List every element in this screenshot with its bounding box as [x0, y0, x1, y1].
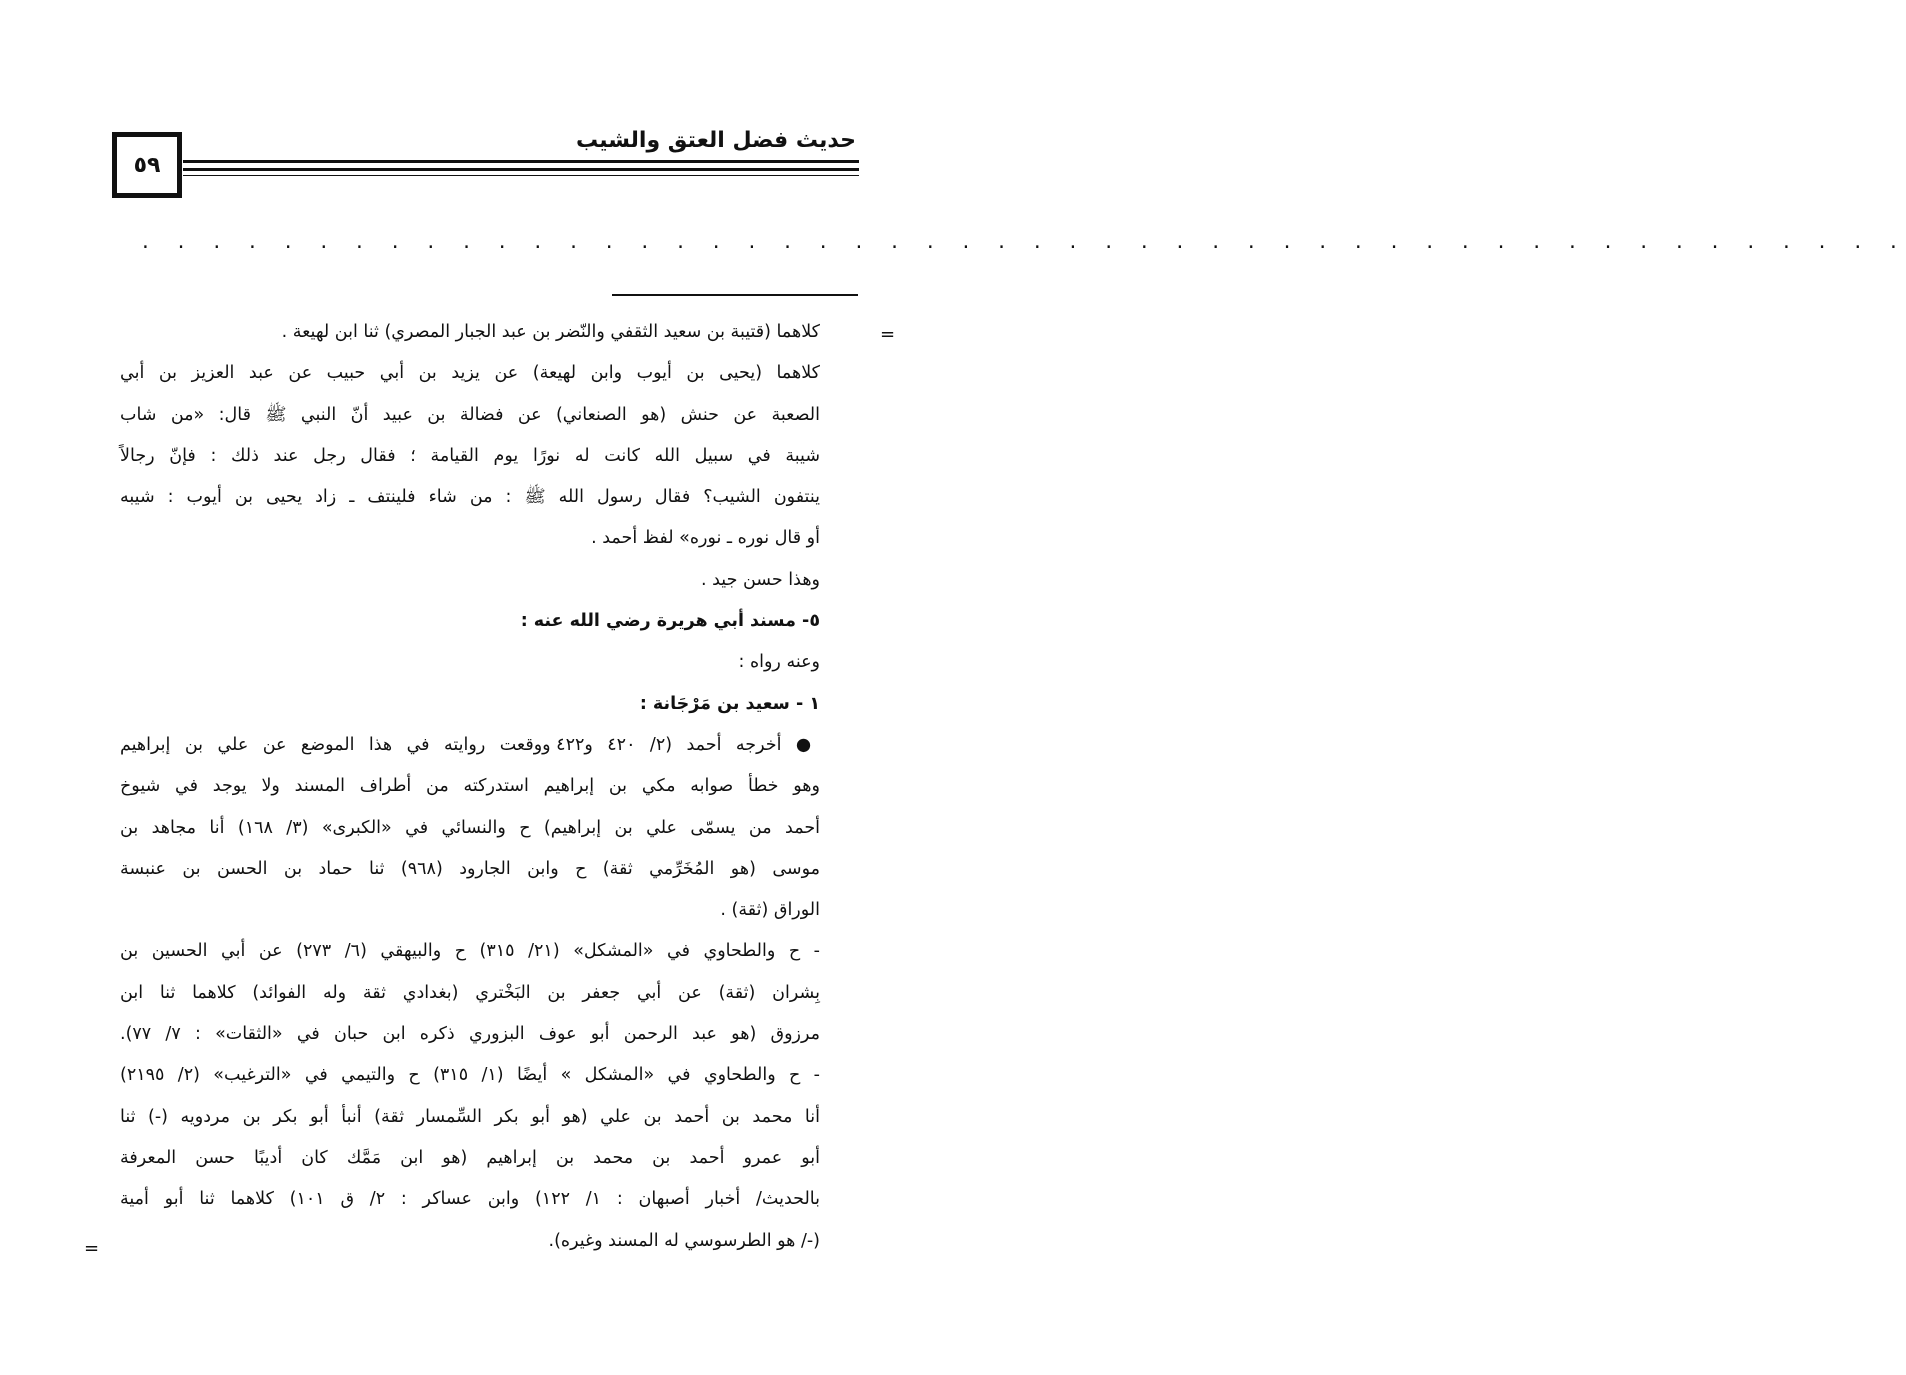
dotted-separator: . . . . . . . . . . . . . . . . . . . . . . . . . . . . . . . . . . . . . . . . . . . . . . . . . . — [140, 232, 1906, 253]
text-line: كلاهما (قتيبة بن سعيد الثقفي والنّضر بن عبد الجبار المصري) ثنا ابن لهيعة . — [281, 322, 820, 342]
margin-mark-bottom: = — [84, 1238, 100, 1259]
footnote-rule — [612, 294, 858, 296]
text-line: بِشران (ثقة) عن أبي جعفر بن البَخْتري (بغدادي ثقة وله الفوائد) كلاهما ثنا ابن — [120, 982, 820, 1003]
text-line: أبو عمرو أحمد بن محمد بن إبراهيم (هو ابن مَمَّك كان أديبًا حسن المعرفة — [120, 1147, 820, 1168]
page-number: ٥٩ — [112, 132, 182, 198]
text-line: وهو خطأ صوابه مكي بن إبراهيم استدركته من أطراف المسند ولا يوجد في شيوخ — [120, 776, 820, 797]
header-rule — [183, 175, 859, 176]
text-line: - ح والطحاوي في «المشكل» (٢١/ ٣١٥) ح والبيهقي (٦/ ٢٧٣) عن أبي الحسين بن — [120, 941, 820, 962]
text-line: (-/ هو الطرسوسي له المسند وغيره). — [548, 1230, 820, 1251]
margin-mark-top: = — [880, 324, 896, 345]
body-text — [120, 312, 820, 1262]
text-line: أو قال نوره ـ نوره» لفظ أحمد . — [591, 528, 820, 549]
header-rule — [183, 168, 859, 171]
text-line: أحمد من يسمّى علي بن إبراهيم) ح والنسائي في «الكبرى» (٣/ ١٦٨) أنا مجاهد بن — [120, 817, 820, 838]
running-title: حديث فضل العتق والشيب — [576, 128, 856, 153]
text-line: ١ - سعيد بن مَرْجَانة : — [639, 693, 820, 714]
text-line: وهذا حسن جيد . — [700, 569, 820, 590]
text-line: أنا محمد بن أحمد بن علي (هو أبو بكر السِّمسار ثقة) أنبأ أبو بكر بن مردويه (-) ثنا — [120, 1106, 820, 1127]
text-line: بالحديث/ أخبار أصبهان : ١/ ١٢٢) وابن عساكر : ٢/ ق ١٠١) كلاهما ثنا أبو أمية — [120, 1189, 820, 1210]
text-line: - ح والطحاوي في «المشكل » أيضًا (١/ ٣١٥) ح والتيمي في «الترغيب» (٢/ ٢١٩٥) — [120, 1065, 820, 1086]
text-line: شيبة في سبيل الله كانت له نورًا يوم القيامة ؛ فقال رجل عند ذلك : فإنّ رجالاً — [120, 445, 820, 466]
text-line: وعنه رواه : — [738, 652, 820, 673]
text-line: الصعبة عن حنش (هو الصنعاني) عن فضالة بن عبيد أنّ النبي ﷺ قال: «من شاب — [120, 404, 820, 425]
text-line: كلاهما (يحيى بن أيوب وابن لهيعة) عن يزيد بن أبي حبيب عن عبد العزيز بن أبي — [120, 363, 820, 384]
text-line: ٥- مسند أبي هريرة رضي الله عنه : — [520, 611, 820, 632]
text-line: مرزوق (هو عبد الرحمن أبو عوف البزوري ذكره ابن حبان في «الثقات» : ٧/ ٧٧). — [120, 1024, 820, 1045]
text-line: الوراق (ثقة) . — [720, 900, 820, 921]
text-line: ● أخرجه أحمد (٢/ ٤٢٠ و٤٢٢ ووقعت روايته في هذا الموضع عن علي بن إبراهيم — [120, 734, 821, 755]
text-line: ينتفون الشيب؟ فقال رسول الله ﷺ : من شاء فلينتف ـ زاد يحيى بن أيوب : شيبه — [120, 487, 820, 508]
header-rule — [183, 160, 859, 163]
text-line: موسى (هو المُخَرِّمي ثقة) ح وابن الجارود (٩٦٨) ثنا حماد بن الحسن بن عنبسة — [120, 858, 820, 879]
